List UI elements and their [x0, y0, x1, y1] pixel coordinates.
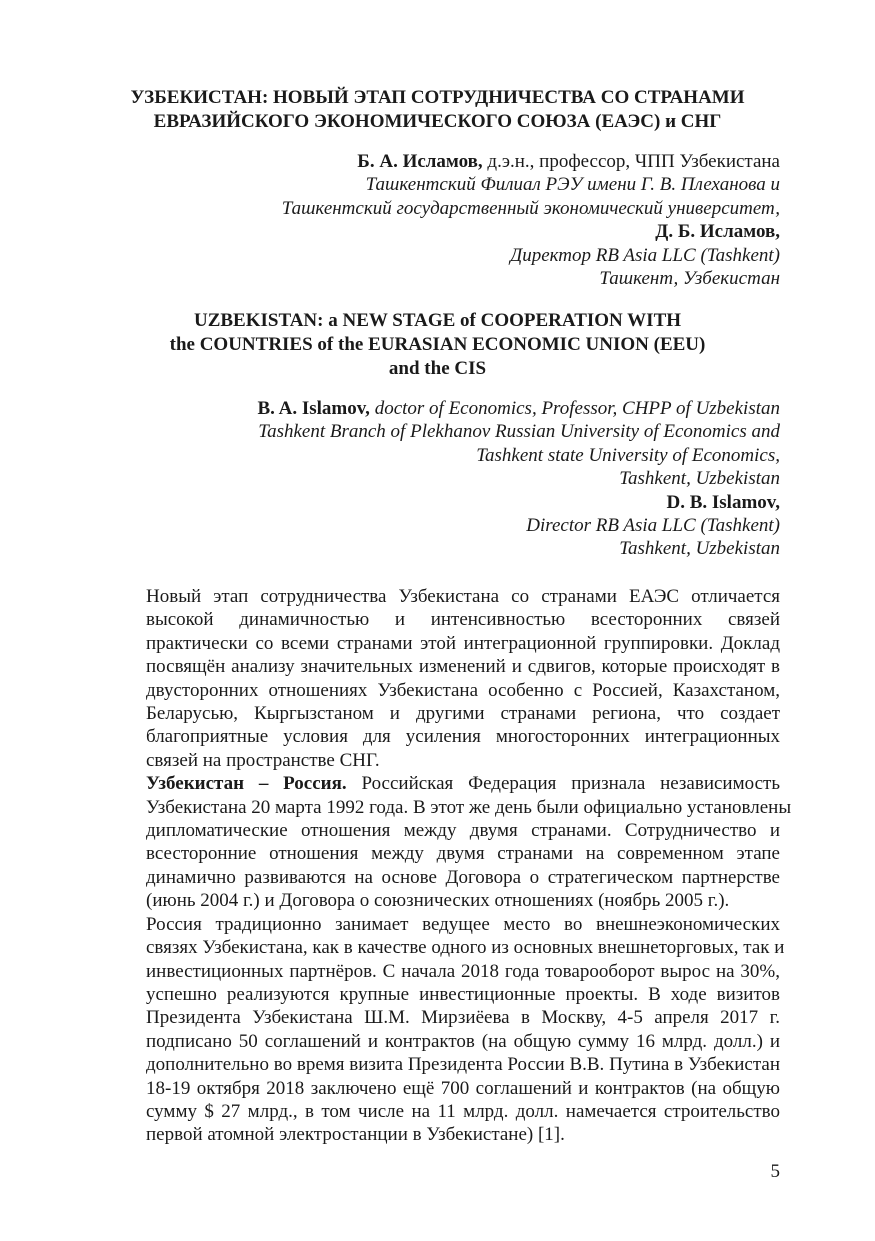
text-line: всесторонние отношения между двумя странами на современном этапе: [146, 843, 780, 865]
article-body: [95, 585, 792, 1147]
title-line: УЗБЕКИСТАН: НОВЫЙ ЭТАП СОТРУДНИЧЕСТВА СО СТРАНАМИ: [130, 87, 745, 108]
author-location: Ташкент, Узбекистан: [599, 268, 780, 290]
author-name: B. A. Islamov,: [257, 398, 370, 419]
section-heading: Узбекистан – Россия.: [146, 773, 347, 795]
text-line: связях Узбекистана, как в качестве одного из основных внешнеторговых, так и: [146, 937, 785, 959]
title-line: ЕВРАЗИЙСКОГО ЭКОНОМИЧЕСКОГО СОЮЗА (ЕАЭС) и СНГ: [153, 111, 722, 132]
text-line: благоприятные условия для усиления многосторонних интеграционных: [146, 726, 780, 748]
text-line: дополнительно во время визита Президента России В.В. Путина в Узбекистан: [146, 1054, 780, 1076]
page-number: 5: [770, 1161, 780, 1182]
text-line: успешно реализуются крупные инвестиционные проекты. В ходе визитов: [146, 983, 780, 1005]
paragraph-russia-trade: [95, 913, 785, 1147]
paragraph-intro: [95, 585, 780, 772]
title-line: UZBEKISTAN: a NEW STAGE of COOPERATION WITH: [193, 310, 682, 331]
author-location: Tashkent, Uzbekistan: [619, 538, 780, 560]
text-line: высокой динамичностью и интенсивностью всесторонних связей: [146, 609, 780, 631]
affiliation-line: Ташкентский Филиал РЭУ имени Г. В. Плеханова и: [365, 174, 780, 196]
text-line: подписано 50 соглашений и контрактов (на общую сумму 16 млрд. долл.) и: [146, 1030, 780, 1052]
author-name: D. B. Islamov,: [666, 491, 780, 513]
authors-english: [120, 397, 780, 561]
title-line: and the CIS: [388, 358, 487, 379]
author-position: Director RB Asia LLC (Tashkent): [526, 515, 780, 537]
text-line: первой атомной электростанции в Узбекистане) [1].: [146, 1124, 565, 1146]
author-degree: doctor of Economics, Professor, CHPP of Uzbekistan: [369, 398, 780, 419]
text-line: 18-19 октября 2018 заключено ещё 700 соглашений и контрактов (на общую: [146, 1077, 780, 1099]
text-line: Беларусью, Кыргызстаном и другими странами региона, что создает: [146, 703, 780, 725]
paragraph-uzbekistan-russia: [95, 772, 792, 912]
title-english: [95, 309, 780, 381]
author-position: Директор RB Asia LLC (Tashkent): [510, 244, 780, 266]
author-line: [120, 150, 780, 173]
author-name: Б. А. Исламов,: [357, 151, 483, 172]
text-run: Российская Федерация признала независимость: [346, 773, 780, 795]
text-line: динамично развиваются на основе Договора о стратегическом партнерстве: [146, 866, 780, 888]
text-line: Узбекистана 20 марта 1992 года. В этот же день были официально установлены: [146, 796, 792, 818]
text-line: связей на пространстве СНГ.: [146, 749, 380, 771]
affiliation-line: Tashkent state University of Economics,: [476, 444, 780, 466]
text-line: (июнь 2004 г.) и Договора о союзнических отношениях (ноябрь 2005 г.).: [146, 890, 730, 912]
text-line: дипломатические отношения между двумя странами. Сотрудничество и: [146, 820, 780, 842]
affiliation-line: Tashkent Branch of Plekhanov Russian University of Economics and: [258, 421, 780, 443]
text-line: инвестиционных партнёров. С начала 2018 года товарооборот вырос на 30%,: [146, 960, 780, 982]
text-line: посвящён анализу значительных изменений и сдвигов, которые происходят в: [146, 656, 780, 678]
authors-russian: [120, 150, 780, 290]
text-line: двусторонних отношениях Узбекистана особенно с Россией, Казахстаном,: [146, 679, 780, 701]
text-line: [95, 772, 780, 795]
author-name: Д. Б. Исламов,: [655, 221, 780, 243]
title-russian: [95, 86, 780, 134]
text-line: практически со всеми странами этой интеграционной группировки. Доклад: [146, 632, 780, 654]
text-line: Новый этап сотрудничества Узбекистана со странами ЕАЭС отличается: [146, 586, 780, 607]
text-line: Россия традиционно занимает ведущее место во внешнеэкономических: [146, 913, 780, 935]
title-line: the COUNTRIES of the EURASIAN ECONOMIC UNION (EEU): [169, 334, 706, 355]
text-line: сумму $ 27 млрд., в том числе на 11 млрд. долл. намечается строительство: [146, 1100, 780, 1122]
author-line: [120, 397, 780, 420]
affiliation-line: Ташкентский государственный экономический университет,: [281, 197, 780, 219]
author-degree: д.э.н., профессор, ЧПП Узбекистана: [482, 151, 780, 172]
author-location: Tashkent, Uzbekistan: [619, 468, 780, 490]
text-line: Президента Узбекистана Ш.М. Мирзиёева в Москву, 4-5 апреля 2017 г.: [146, 1007, 780, 1029]
